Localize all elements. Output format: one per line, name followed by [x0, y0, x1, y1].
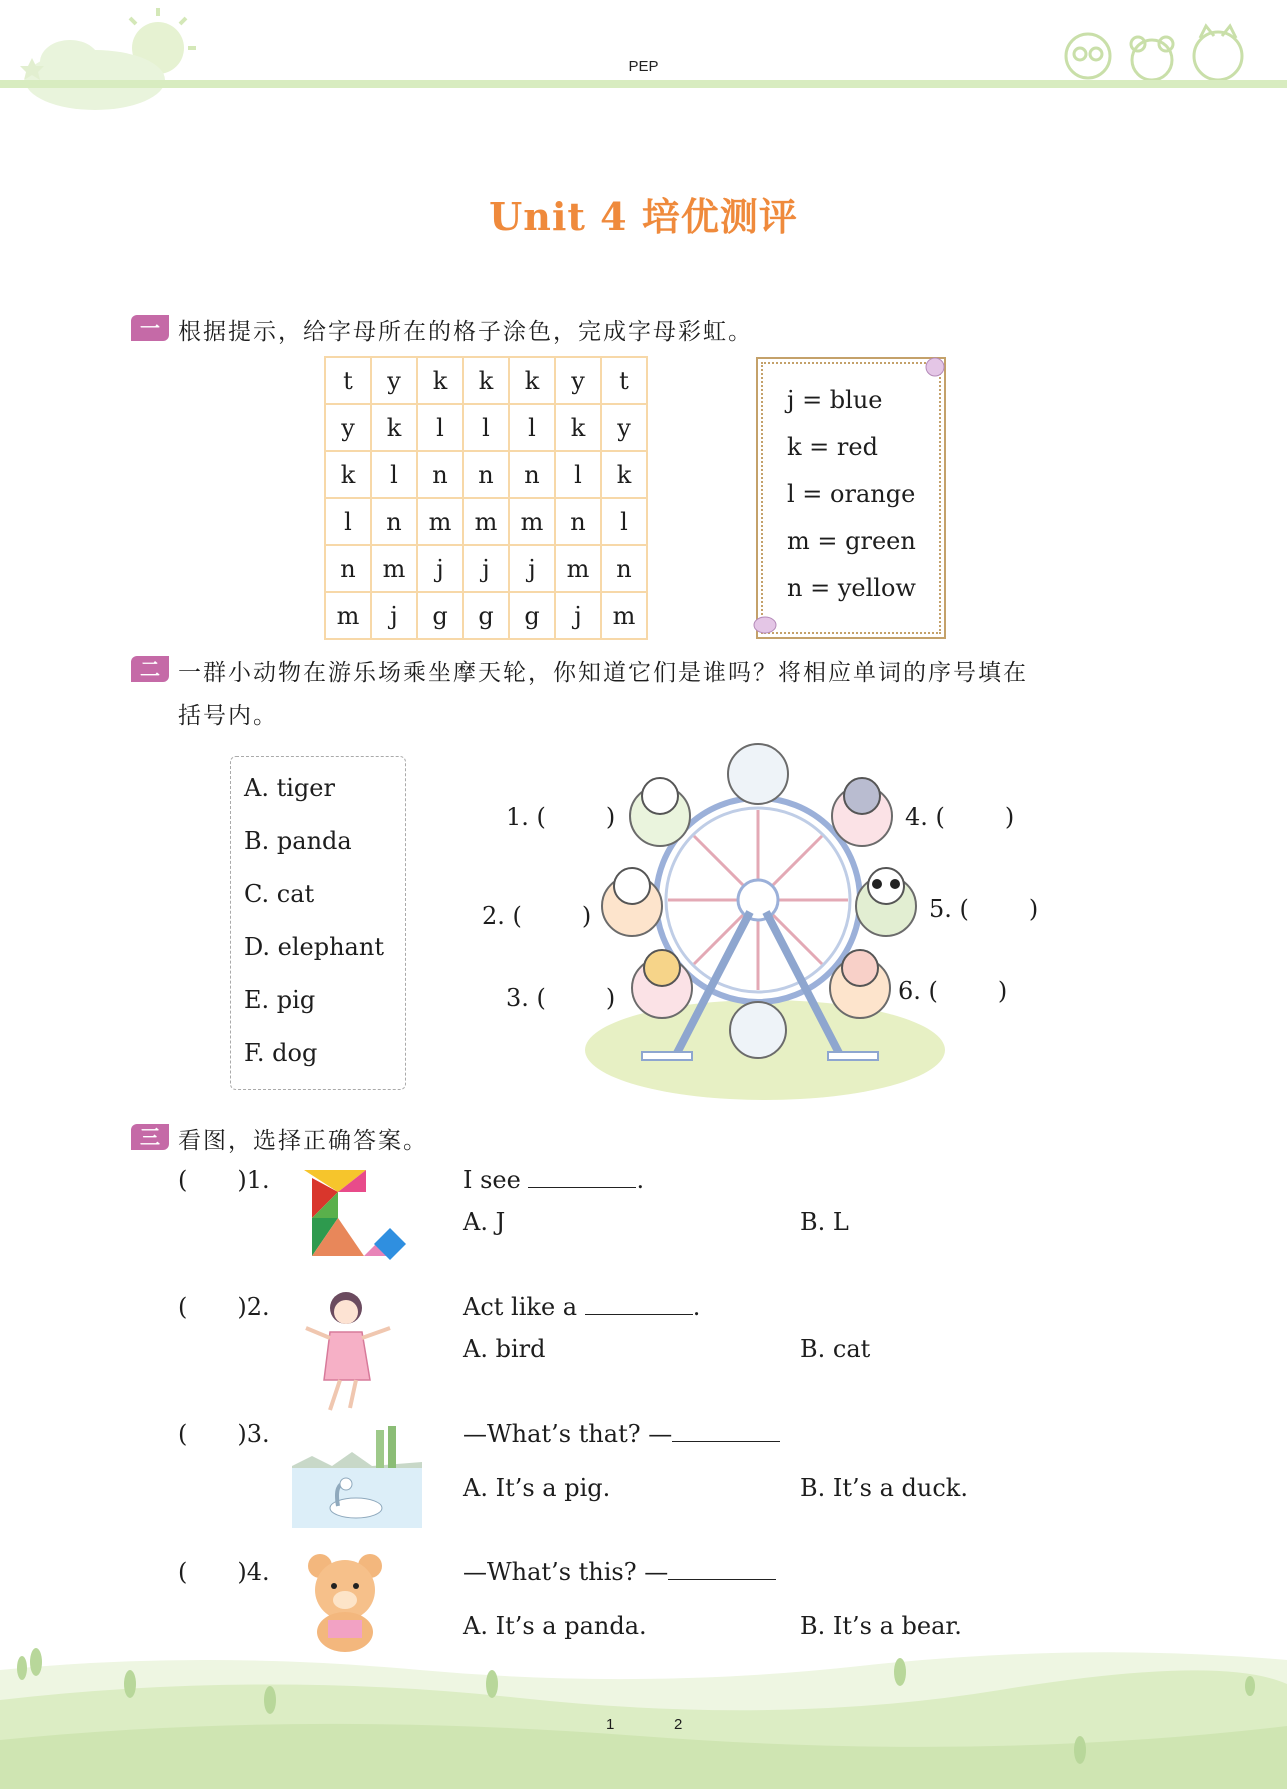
q3-stem-text: —What’s that? —	[463, 1420, 673, 1448]
option-item: B. panda	[244, 827, 352, 855]
blank-2-open: 2. (	[482, 902, 522, 930]
flower-icon	[924, 356, 946, 378]
q4-option-b[interactable]: B. It’s a bear.	[800, 1612, 962, 1640]
blank-6-close: )	[997, 977, 1008, 1005]
grid-cell[interactable]: l	[463, 404, 509, 451]
grid-cell[interactable]: k	[509, 357, 555, 404]
q1-option-a[interactable]: A. J	[463, 1208, 506, 1236]
grid-cell[interactable]: j	[509, 545, 555, 592]
grid-row	[325, 592, 647, 639]
q4-stem-text: —What’s this? —	[463, 1558, 669, 1586]
grid-cell[interactable]: n	[417, 451, 463, 498]
key-line: n = yellow	[787, 574, 916, 602]
grid-cell[interactable]: n	[463, 451, 509, 498]
grid-cell[interactable]: t	[601, 357, 647, 404]
grid-cell[interactable]: g	[417, 592, 463, 639]
blank-6[interactable]	[898, 977, 1007, 1005]
grid-cell[interactable]: j	[555, 592, 601, 639]
blank-3[interactable]	[506, 984, 615, 1012]
q2-option-b[interactable]: B. cat	[800, 1335, 871, 1363]
q2-stem	[463, 1293, 700, 1321]
ferris-wheel-illustration	[580, 740, 950, 1110]
blank-2[interactable]	[482, 902, 591, 930]
q1-option-b[interactable]: B. L	[800, 1208, 849, 1236]
page-title: Unit 4 培优测评	[489, 194, 798, 239]
section-3-badge: 三	[131, 1124, 169, 1150]
q1-num: )1.	[237, 1166, 270, 1194]
grid-cell[interactable]: y	[371, 357, 417, 404]
mouse-icon	[752, 612, 778, 634]
option-item: D. elephant	[244, 933, 384, 961]
q4-answer-paren[interactable]	[178, 1558, 270, 1586]
blank-4-open: 4. (	[905, 803, 945, 831]
q2-answer-paren[interactable]	[178, 1293, 270, 1321]
q4-option-a[interactable]: A. It’s a panda.	[463, 1612, 647, 1640]
grid-cell[interactable]: m	[371, 545, 417, 592]
grid-cell[interactable]: g	[463, 592, 509, 639]
option-item: F. dog	[244, 1039, 318, 1067]
grid-cell[interactable]: m	[463, 498, 509, 545]
blank-3-open: 3. (	[506, 984, 546, 1012]
q3-open: (	[178, 1420, 188, 1448]
section-1-badge: 一	[131, 315, 169, 341]
q1-stem-end: .	[636, 1166, 645, 1194]
blank-3-close: )	[605, 984, 616, 1012]
section-2-instruction-line1: 一群小动物在游乐场乘坐摩天轮，你知道它们是谁吗？将相应单词的序号填在	[178, 660, 1028, 686]
q4-stem	[463, 1558, 776, 1586]
grid-cell[interactable]: m	[509, 498, 555, 545]
grid-cell[interactable]: y	[601, 404, 647, 451]
grid-cell[interactable]: n	[371, 498, 417, 545]
grid-cell[interactable]: j	[371, 592, 417, 639]
q3-answer-paren[interactable]	[178, 1420, 270, 1448]
q3-option-b[interactable]: B. It’s a duck.	[800, 1474, 968, 1502]
q1-answer-paren[interactable]	[178, 1166, 270, 1194]
section-3-instruction: 看图，选择正确答案。	[178, 1128, 428, 1154]
grid-cell[interactable]: k	[371, 404, 417, 451]
page-number-left: 1	[606, 1716, 615, 1733]
word-options-box	[230, 756, 406, 1090]
key-line: l = orange	[787, 480, 916, 508]
q1-stem-text: I see	[463, 1166, 521, 1194]
grid-cell[interactable]: j	[417, 545, 463, 592]
section-2-instruction-line2: 括号内。	[178, 703, 278, 729]
q2-num: )2.	[237, 1293, 270, 1321]
key-line: m = green	[787, 527, 916, 555]
q4-answer-line[interactable]	[668, 1559, 776, 1580]
blank-1[interactable]	[506, 803, 615, 831]
grid-cell[interactable]: m	[417, 498, 463, 545]
grid-cell[interactable]: t	[325, 357, 371, 404]
key-line: k = red	[787, 433, 878, 461]
key-line: j = blue	[787, 386, 883, 414]
grid-cell[interactable]: k	[325, 451, 371, 498]
q3-option-a[interactable]: A. It’s a pig.	[463, 1474, 611, 1502]
grid-cell[interactable]: l	[555, 451, 601, 498]
section-1-instruction: 根据提示，给字母所在的格子涂色，完成字母彩虹。	[178, 319, 753, 345]
footer-landscape-decoration	[0, 1640, 1287, 1789]
grid-cell[interactable]: k	[463, 357, 509, 404]
grid-cell[interactable]: m	[325, 592, 371, 639]
grid-cell[interactable]: l	[371, 451, 417, 498]
color-key-box	[761, 362, 941, 634]
grid-row	[325, 498, 647, 545]
header-label: PEP	[628, 58, 659, 75]
blank-1-close: )	[605, 803, 616, 831]
header-cloud-sun-decoration	[0, 0, 220, 110]
option-item: A. tiger	[244, 774, 335, 802]
q2-answer-line[interactable]	[585, 1294, 693, 1315]
option-item: C. cat	[244, 880, 315, 908]
grid-cell[interactable]: k	[601, 451, 647, 498]
blank-4[interactable]	[905, 803, 1014, 831]
grid-cell[interactable]: m	[555, 545, 601, 592]
blank-1-open: 1. (	[506, 803, 546, 831]
q4-open: (	[178, 1558, 188, 1586]
q4-num: )4.	[237, 1558, 270, 1586]
option-item: E. pig	[244, 986, 316, 1014]
q1-stem	[463, 1166, 644, 1194]
q2-stem-end: .	[692, 1293, 701, 1321]
blank-6-open: 6. (	[898, 977, 938, 1005]
grid-cell[interactable]: y	[555, 357, 601, 404]
grid-cell[interactable]: n	[601, 545, 647, 592]
grid-cell[interactable]: j	[463, 545, 509, 592]
grid-cell[interactable]: g	[509, 592, 555, 639]
grid-cell[interactable]: l	[509, 404, 555, 451]
grid-row	[325, 451, 647, 498]
header-rule	[0, 80, 1287, 88]
grid-cell[interactable]: n	[555, 498, 601, 545]
grid-cell[interactable]: k	[417, 357, 463, 404]
blank-5-close: )	[1028, 895, 1039, 923]
grid-cell[interactable]: n	[509, 451, 555, 498]
section-2-badge: 二	[131, 656, 169, 682]
q2-option-a[interactable]: A. bird	[463, 1335, 546, 1363]
grid-row	[325, 545, 647, 592]
q3-num: )3.	[237, 1420, 270, 1448]
grid-cell[interactable]: m	[601, 592, 647, 639]
grid-cell[interactable]: n	[325, 545, 371, 592]
blank-5[interactable]	[929, 895, 1038, 923]
blank-4-close: )	[1004, 803, 1015, 831]
grid-cell[interactable]: l	[325, 498, 371, 545]
grid-row	[325, 404, 647, 451]
q1-open: (	[178, 1166, 188, 1194]
grid-cell[interactable]: l	[601, 498, 647, 545]
blank-5-open: 5. (	[929, 895, 969, 923]
q1-answer-line[interactable]	[528, 1167, 636, 1188]
header-animals-decoration	[1060, 20, 1260, 88]
q3-stem	[463, 1420, 780, 1448]
tangram-letter-l-image	[302, 1168, 412, 1260]
duck-on-lake-image	[292, 1422, 422, 1528]
grid-row	[325, 357, 647, 404]
grid-cell[interactable]: l	[417, 404, 463, 451]
teddy-bear-image	[300, 1550, 390, 1654]
q2-open: (	[178, 1293, 188, 1321]
q2-stem-text: Act like a	[463, 1293, 578, 1321]
page-number-right: 2	[674, 1716, 683, 1733]
grid-cell[interactable]: k	[555, 404, 601, 451]
grid-cell[interactable]: y	[325, 404, 371, 451]
blank-2-close: )	[581, 902, 592, 930]
girl-dancing-image	[300, 1288, 396, 1416]
q3-answer-line[interactable]	[672, 1421, 780, 1442]
letter-grid	[324, 356, 648, 640]
